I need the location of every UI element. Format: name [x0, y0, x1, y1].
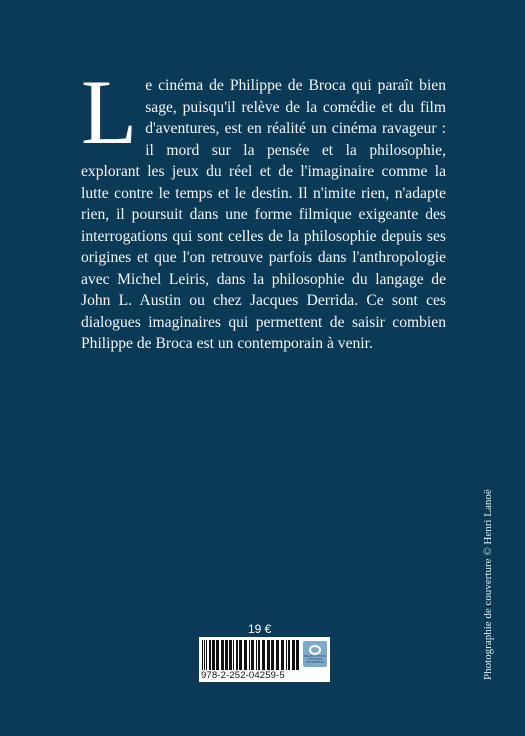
isbn-barcode — [199, 637, 330, 682]
photo-credit: Photographie de couverture © Henri Lanoë — [482, 489, 494, 680]
blurb-text: e cinéma de Philippe de Broca qui paraît bien sage, puisqu'il relève de la comédie et du film d'aventures, est en réalité un cinéma ravageur : il mord sur la pensée et la philosophie, explorant les jeux du réel et de l'imaginaire comme la lutte contre le temps et le destin. Il n'imite rien, n'adapte rien, il poursuit dans une forme filmique exigeante des interrogations qui sont celles de la philosophie depuis ses origines et que l'on retrouve parfois dans l'anthropologie avec Michel Leiris, dans la philosophie du langage de John L. Austin ou chez Jacques Derrida. Ce sont ces dialogues imaginaires qui permettent de saisir combien Philippe de Broca est un contemporain à venir. — [81, 77, 446, 352]
drop-cap: L — [81, 61, 138, 163]
price-label: 19 € — [248, 622, 272, 636]
barcode-icon — [202, 640, 300, 670]
isbn-number: 978-2-252-04259-5 — [201, 670, 285, 681]
back-cover-blurb — [81, 61, 446, 355]
publisher-logo-text: BELLES LETTRES DIFFUSION DISTRIBUTION — [304, 655, 326, 664]
